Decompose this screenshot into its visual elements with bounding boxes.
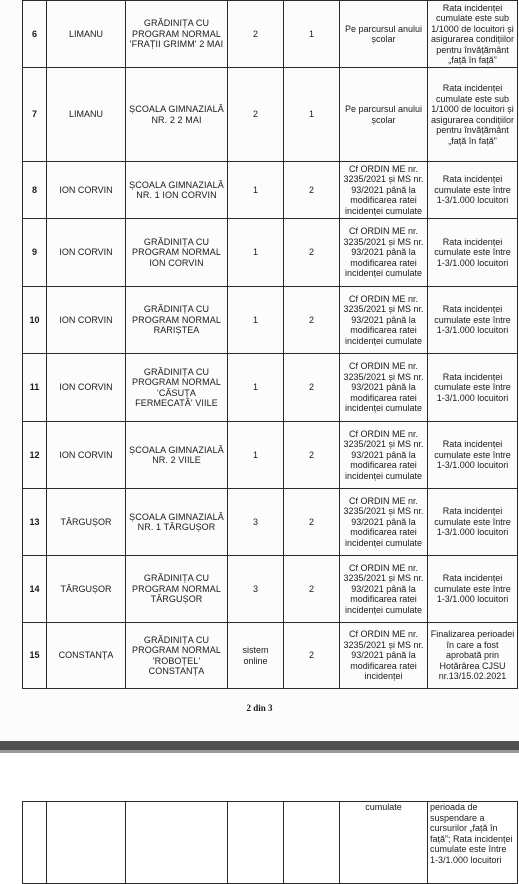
cell-perioada: cumulate — [340, 802, 428, 884]
cell-perioada: Cf ORDIN ME nr. 3235/2021 și MS nr. 93/2021 până la modificarea ratei incidenței cumulate — [340, 489, 428, 556]
cell-motivare: Rata incidenței cumulate este sub 1/1000 de locuitori și asigurarea condițiilor pentru învățământ „față în față” — [428, 68, 518, 162]
cell-motivare: Rata incidenței cumulate este între 1-3/1.000 locuitori — [428, 219, 518, 287]
cell-nivel: 2 — [228, 1, 284, 68]
cell-motivare: Rata incidenței cumulate este între 1-3/1.000 locuitori — [428, 354, 518, 422]
cell-unitate — [126, 802, 228, 884]
cell-nivel: 1 — [228, 162, 284, 219]
table-row — [23, 422, 518, 489]
cell-motivare: Rata incidenței cumulate este între 1-3/1.000 locuitori — [428, 162, 518, 219]
cell-localitate: ION CORVIN — [47, 287, 126, 354]
table-row — [23, 802, 518, 884]
cell-unitate: GRĂDINIȚA CU PROGRAM NORMAL TÂRGUȘOR — [126, 556, 228, 623]
table-row — [23, 623, 518, 689]
cell-perioada: Pe parcursul anului școlar — [340, 68, 428, 162]
cell-scenariu — [284, 802, 340, 884]
cell-scenariu: 2 — [284, 354, 340, 422]
cell-localitate: CONSTANȚA — [47, 623, 126, 689]
cell-unitate: GRĂDINIȚA CU PROGRAM NORMAL ION CORVIN — [126, 219, 228, 287]
table-row — [23, 354, 518, 422]
cell-motivare: Rata incidenței cumulate este între 1-3/1.000 locuitori — [428, 556, 518, 623]
cell-localitate: TÂRGUȘOR — [47, 489, 126, 556]
cell-motivare: Rata incidenței cumulate este sub 1/1000 de locuitori și asigurarea condițiilor pentru învățământ „față în față” — [428, 1, 518, 68]
cell-nr — [23, 802, 47, 884]
cell-unitate: GRĂDINIȚA CU PROGRAM NORMAL RARIȘTEA — [126, 287, 228, 354]
cell-localitate: ION CORVIN — [47, 422, 126, 489]
cell-nivel: 1 — [228, 287, 284, 354]
cell-nr: 12 — [23, 422, 47, 489]
cell-perioada: Cf ORDIN ME nr. 3235/2021 și MS nr. 93/2021 până la modificarea ratei incidenței — [340, 623, 428, 689]
cell-scenariu: 2 — [284, 489, 340, 556]
cell-motivare: Finalizarea perioadei în care a fost aprobată prin Hotărârea CJSU nr.13/15.02.2021 — [428, 623, 518, 689]
cell-motivare: Rata incidenței cumulate este între 1-3/1.000 locuitori — [428, 489, 518, 556]
cell-nivel — [228, 802, 284, 884]
cell-nivel: 2 — [228, 68, 284, 162]
cell-unitate: GRĂDINIȚA CU PROGRAM NORMAL 'ROBOȚEL' CONSTANȚA — [126, 623, 228, 689]
cell-nr: 11 — [23, 354, 47, 422]
cell-localitate: ION CORVIN — [47, 219, 126, 287]
cell-localitate: LIMANU — [47, 1, 126, 68]
table-row — [23, 68, 518, 162]
cell-nivel: sistem online — [228, 623, 284, 689]
cell-nr: 14 — [23, 556, 47, 623]
cell-perioada: Pe parcursul anului școlar — [340, 1, 428, 68]
cell-scenariu: 2 — [284, 422, 340, 489]
cell-scenariu: 2 — [284, 219, 340, 287]
cell-unitate: ȘCOALA GIMNAZIALĂ NR. 2 VIILE — [126, 422, 228, 489]
cell-nr: 8 — [23, 162, 47, 219]
cell-scenariu: 1 — [284, 68, 340, 162]
cell-nivel: 1 — [228, 422, 284, 489]
table-row — [23, 219, 518, 287]
cell-perioada: Cf ORDIN ME nr. 3235/2021 și MS nr. 93/2021 până la modificarea ratei incidenței cumulate — [340, 422, 428, 489]
cell-localitate: LIMANU — [47, 68, 126, 162]
table-row — [23, 489, 518, 556]
cell-nivel: 1 — [228, 354, 284, 422]
cell-motivare: perioada de suspendare a cursurilor „față în față”; Rata incidenței cumulate este între 1-3/1.000 locuitori — [428, 802, 518, 884]
cell-perioada: Cf ORDIN ME nr. 3235/2021 și MS nr. 93/2021 până la modificarea ratei incidenței cumulate — [340, 162, 428, 219]
cell-nr: 10 — [23, 287, 47, 354]
cell-unitate: ȘCOALA GIMNAZIALĂ NR. 1 ION CORVIN — [126, 162, 228, 219]
cell-scenariu: 2 — [284, 556, 340, 623]
table-row — [23, 1, 518, 68]
cell-unitate: ȘCOALA GIMNAZIALĂ NR. 1 TÂRGUȘOR — [126, 489, 228, 556]
cell-unitate: GRĂDINIȚA CU PROGRAM NORMAL 'CĂSUȚA FERMECATĂ' VIILE — [126, 354, 228, 422]
cell-nivel: 3 — [228, 556, 284, 623]
table-row — [23, 556, 518, 623]
cell-perioada: Cf ORDIN ME nr. 3235/2021 și MS nr. 93/2021 până la modificarea ratei incidenței cumulate — [340, 219, 428, 287]
document-page-3 — [0, 753, 519, 882]
cell-nr: 15 — [23, 623, 47, 689]
cell-perioada: Cf ORDIN ME nr. 3235/2021 și MS nr. 93/2021 până la modificarea ratei incidenței cumulate — [340, 287, 428, 354]
cell-scenariu: 2 — [284, 623, 340, 689]
cell-motivare: Rata incidenței cumulate este între 1-3/1.000 locuitori — [428, 287, 518, 354]
continuation-table — [22, 801, 518, 884]
cell-motivare: Rata incidenței cumulate este între 1-3/1.000 locuitori — [428, 422, 518, 489]
cell-localitate: ION CORVIN — [47, 162, 126, 219]
cell-nivel: 3 — [228, 489, 284, 556]
cell-nr: 6 — [23, 1, 47, 68]
cell-nr: 13 — [23, 489, 47, 556]
cell-scenariu: 2 — [284, 162, 340, 219]
cell-scenariu: 2 — [284, 287, 340, 354]
cell-perioada: Cf ORDIN ME nr. 3235/2021 și MS nr. 93/2021 până la modificarea ratei incidenței cumulate — [340, 354, 428, 422]
cell-nivel: 1 — [228, 219, 284, 287]
cell-localitate — [47, 802, 126, 884]
cell-unitate: GRĂDINIȚA CU PROGRAM NORMAL 'FRAȚII GRIMM' 2 MAI — [126, 1, 228, 68]
page-separator — [0, 741, 519, 750]
cell-localitate: TÂRGUȘOR — [47, 556, 126, 623]
cell-localitate: ION CORVIN — [47, 354, 126, 422]
table-row — [23, 287, 518, 354]
cell-nr: 7 — [23, 68, 47, 162]
schools-table — [22, 0, 518, 689]
cell-unitate: ȘCOALA GIMNAZIALĂ NR. 2 2 MAI — [126, 68, 228, 162]
table-row — [23, 162, 518, 219]
cell-perioada: Cf ORDIN ME nr. 3235/2021 și MS nr. 93/2021 până la modificarea ratei incidenței cumulate — [340, 556, 428, 623]
cell-nr: 9 — [23, 219, 47, 287]
cell-scenariu: 1 — [284, 1, 340, 68]
page-number: 2 din 3 — [246, 703, 273, 713]
